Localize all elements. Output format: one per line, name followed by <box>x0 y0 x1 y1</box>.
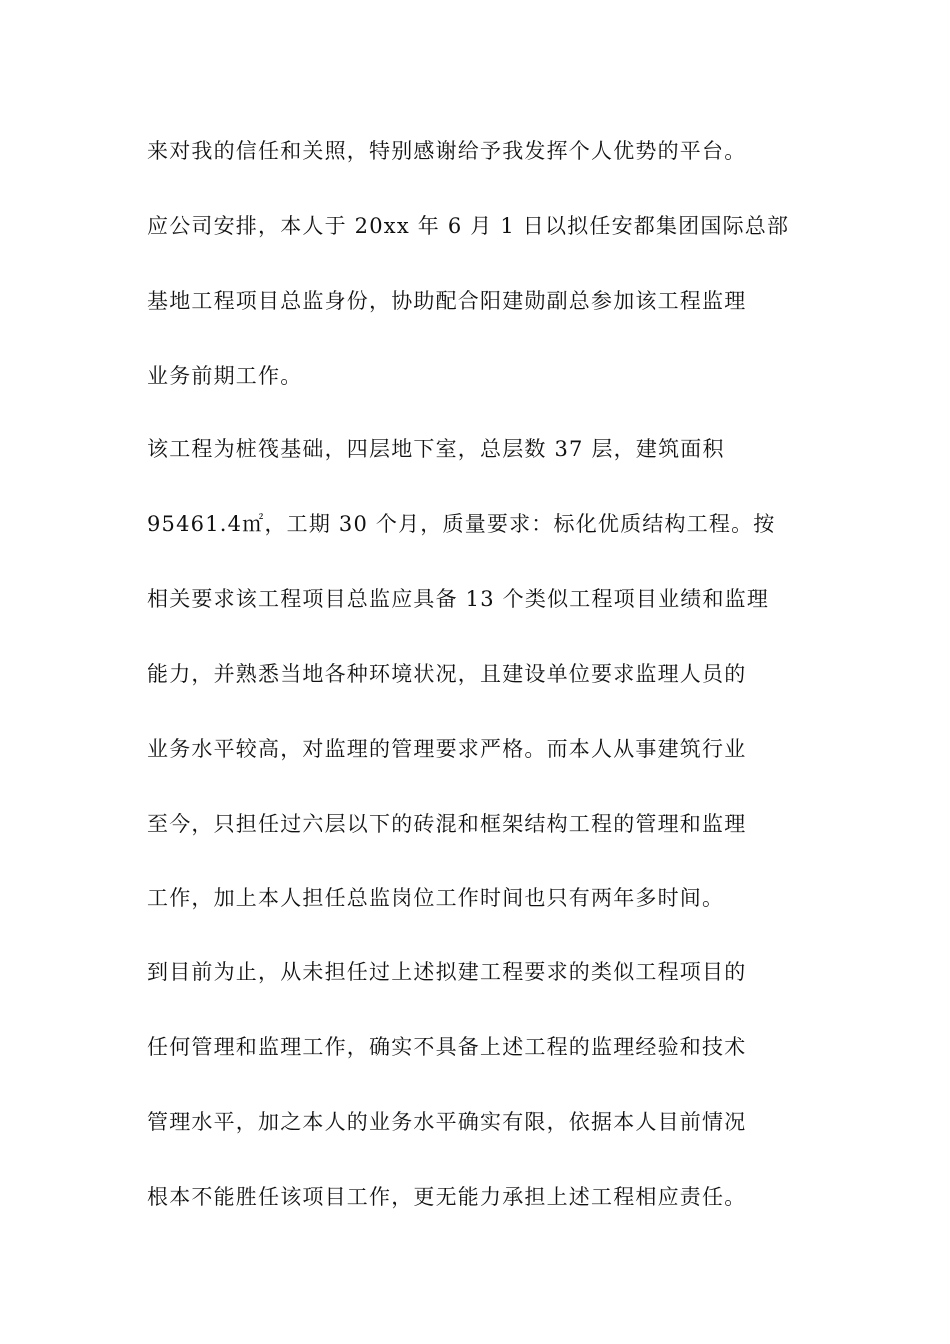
text-line-2: 应公司安排，本人于 20xx 年 6 月 1 日以拟任安都集团国际总部 <box>147 214 790 238</box>
text-line-14: 管理水平，加之本人的业务水平确实有限，依据本人目前情况 <box>147 1110 747 1134</box>
text-line-5: 该工程为桩筏基础，四层地下室，总层数 37 层，建筑面积 <box>147 437 725 461</box>
text-line-6: 95461.4㎡，工期 30 个月，质量要求：标化优质结构工程。按 <box>147 512 776 536</box>
text-line-10: 至今，只担任过六层以下的砖混和框架结构工程的管理和监理 <box>147 812 747 836</box>
text-line-3: 基地工程项目总监身份，协助配合阳建勋副总参加该工程监理 <box>147 289 747 313</box>
text-line-15: 根本不能胜任该项目工作，更无能力承担上述工程相应责任。 <box>147 1185 747 1209</box>
text-line-9: 业务水平较高，对监理的管理要求严格。而本人从事建筑行业 <box>147 737 747 761</box>
text-line-8: 能力，并熟悉当地各种环境状况，且建设单位要求监理人员的 <box>147 662 747 686</box>
text-line-13: 任何管理和监理工作，确实不具备上述工程的监理经验和技术 <box>147 1035 747 1059</box>
text-line-4: 业务前期工作。 <box>147 364 303 388</box>
text-line-11: 工作，加上本人担任总监岗位工作时间也只有两年多时间。 <box>147 886 725 910</box>
text-line-12: 到目前为止，从未担任过上述拟建工程要求的类似工程项目的 <box>147 960 747 984</box>
text-line-7: 相关要求该工程项目总监应具备 13 个类似工程项目业绩和监理 <box>147 587 770 611</box>
text-line-1: 来对我的信任和关照，特别感谢给予我发挥个人优势的平台。 <box>147 139 747 163</box>
